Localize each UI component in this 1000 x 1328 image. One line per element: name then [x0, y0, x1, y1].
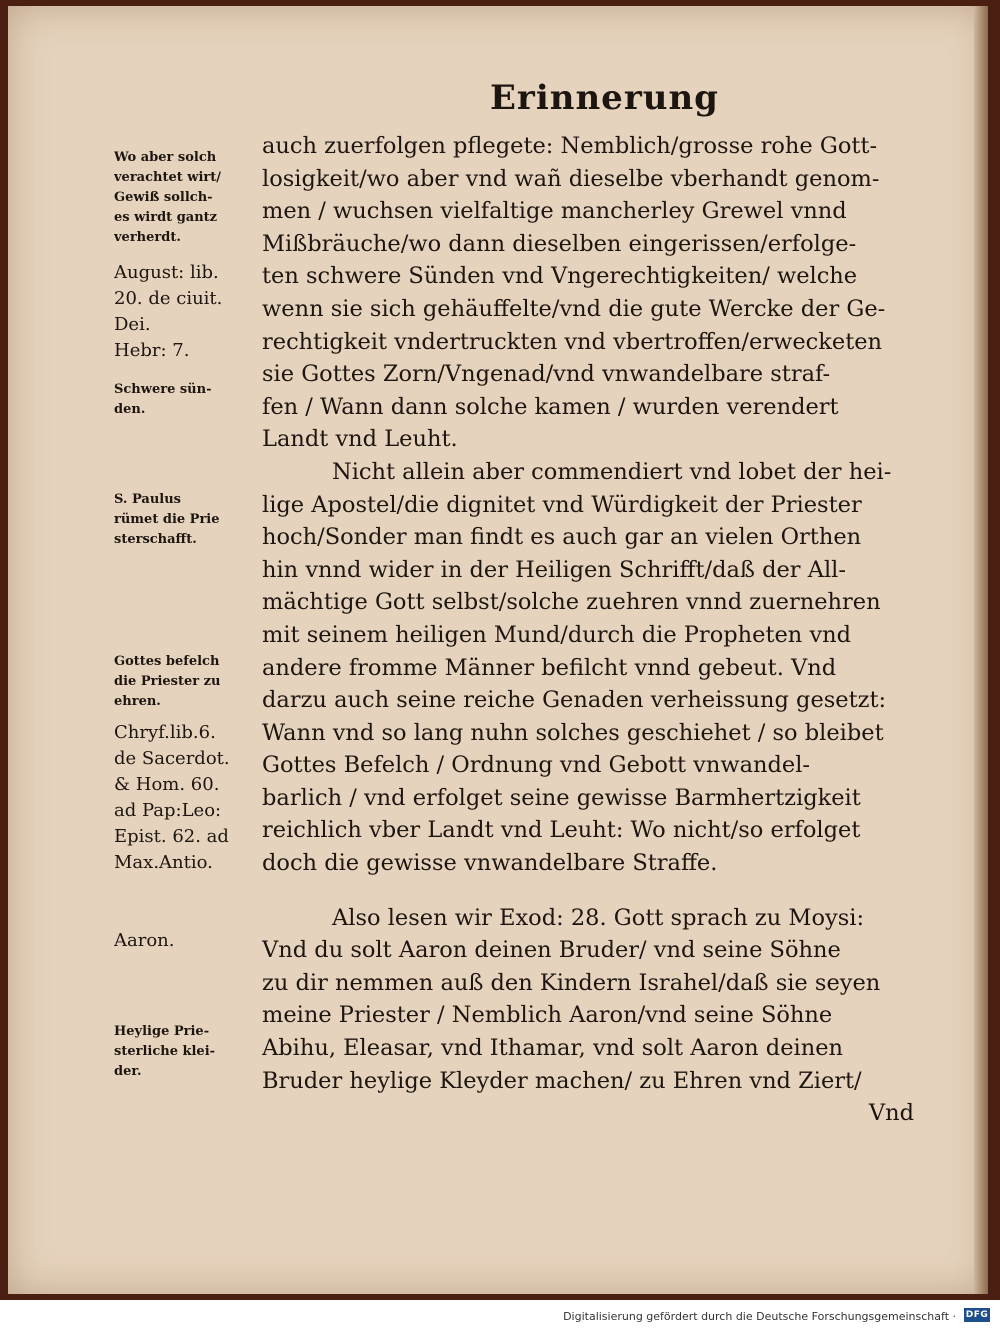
side-gloss: [114, 490, 266, 550]
gloss-line: sterliche klei-: [114, 1044, 216, 1059]
text-line: sie Gottes Zorn/Vngenad/vnd vnwandelbare straf-: [262, 361, 831, 388]
gloss-line: Chryf.lib.6.: [114, 722, 216, 743]
main-text-block: [262, 130, 922, 1130]
text-line: mächtige Gott selbst/solche zuehren vnnd zuernehren: [262, 589, 881, 616]
text-line: fen / Wann dann solche kamen / wurden verendert: [262, 393, 839, 420]
text-line: doch die gewisse vnwandelbare Straffe.: [262, 850, 718, 877]
side-gloss: [114, 1022, 266, 1082]
gloss-line: rümet die Prie: [114, 512, 220, 527]
gloss-line: Wo aber solch: [114, 150, 217, 165]
text-line: darzu auch seine reiche Genaden verheissung gesetzt:: [262, 687, 887, 714]
text-line: andere fromme Männer befilcht vnnd gebeut. Vnd: [262, 654, 837, 681]
gloss-line: Dei.: [114, 314, 151, 335]
gloss-line: Hebr: 7.: [114, 340, 190, 361]
text-line: Gottes Befelch / Ordnung vnd Gebott vnwandel-: [262, 752, 811, 779]
gloss-line: de Sacerdot.: [114, 748, 230, 769]
gloss-line: Max.Antio.: [114, 852, 213, 873]
text-line: wenn sie sich gehäuffelte/vnd die gute Wercke der Ge-: [262, 295, 886, 322]
catchword: Vnd: [868, 1100, 914, 1127]
text-line: Vnd du solt Aaron deinen Bruder/ vnd seine Söhne: [262, 937, 841, 964]
gloss-line: die Priester zu: [114, 674, 221, 689]
gloss-line: Gewiß sollch-: [114, 190, 213, 205]
text-line: rechtigkeit vndertruckten vnd vbertroffen/erwecketen: [262, 328, 883, 355]
text-line: Mißbräuche/wo dann dieselben eingerissen/erfolge-: [262, 230, 857, 257]
gloss-line: Gottes befelch: [114, 654, 220, 669]
gloss-line: Schwere sün-: [114, 382, 212, 397]
text-line: barlich / vnd erfolget seine gewisse Barmhertzigkeit: [262, 784, 861, 811]
text-line: ten schwere Sünden vnd Vngerechtigkeiten/ welche: [262, 263, 858, 290]
text-line: reichlich vber Landt vnd Leuht: Wo nicht/so erfolget: [262, 817, 861, 844]
text-line: Wann vnd so lang nuhn solches geschiehet / so bleibet: [262, 719, 884, 746]
gloss-line: 20. de ciuit.: [114, 288, 223, 309]
gloss-line: verherdt.: [114, 230, 181, 245]
gloss-line: Epist. 62. ad: [114, 826, 229, 847]
text-line: hoch/Sonder man findt es auch gar an vielen Orthen: [262, 524, 862, 551]
footer-bar: [0, 1300, 1000, 1328]
gloss-line: den.: [114, 402, 146, 417]
gloss-line: & Hom. 60.: [114, 774, 220, 795]
text-line: meine Priester / Nemblich Aaron/vnd seine Söhne: [262, 1002, 833, 1029]
text-line: Abihu, Eleasar, vnd Ithamar, vnd solt Aaron deinen: [262, 1035, 844, 1062]
text-line: hin vnnd wider in der Heiligen Schrifft/daß der All-: [262, 556, 846, 583]
page-edge-shadow: [974, 6, 988, 1294]
side-gloss: [114, 652, 266, 712]
side-gloss: [114, 380, 266, 420]
gloss-line: Heylige Prie-: [114, 1024, 210, 1039]
text-line: auch zuerfolgen pflegete: Nemblich/grosse rohe Gott-: [262, 133, 878, 159]
gloss-line: Aaron.: [114, 930, 175, 951]
gloss-line: August: lib.: [114, 262, 219, 283]
side-gloss: [114, 260, 266, 364]
text-line: losigkeit/wo aber vnd wañ dieselbe vberhandt genom-: [262, 165, 880, 192]
footer-credit: Digitalisierung gefördert durch die Deutsche Forschungsgemeinschaft ·: [563, 1310, 956, 1323]
gloss-line: verachtet wirt/: [114, 170, 222, 185]
text-line: Landt vnd Leuht.: [262, 426, 458, 453]
side-gloss: [114, 148, 266, 248]
gloss-line: sterschafft.: [114, 532, 197, 547]
gloss-line: ad Pap:Leo:: [114, 800, 222, 821]
gloss-line: S. Paulus: [114, 492, 181, 507]
text-line: Bruder heylige Kleyder machen/ zu Ehren vnd Ziert/: [262, 1067, 862, 1094]
text-line: men / wuchsen vielfaltige mancherley Grewel vnnd: [262, 198, 847, 225]
text-line: Also lesen wir Exod: 28. Gott sprach zu Moysi:: [332, 904, 865, 931]
text-line: mit seinem heiligen Mund/durch die Propheten vnd: [262, 621, 852, 648]
text-line: zu dir nemmen auß den Kindern Israhel/daß sie seyen: [262, 969, 881, 996]
text-line: lige Apostel/die dignitet vnd Würdigkeit der Priester: [262, 491, 862, 518]
side-gloss: [114, 720, 266, 876]
dfg-logo-icon: DFG: [965, 1310, 989, 1320]
running-head: Erinnerung: [490, 78, 719, 118]
gloss-line: es wirdt gantz: [114, 210, 218, 225]
gloss-line: der.: [114, 1064, 142, 1079]
gloss-line: ehren.: [114, 694, 161, 709]
side-gloss: [114, 928, 266, 954]
text-line: Nicht allein aber commendiert vnd lobet der hei-: [332, 458, 892, 485]
